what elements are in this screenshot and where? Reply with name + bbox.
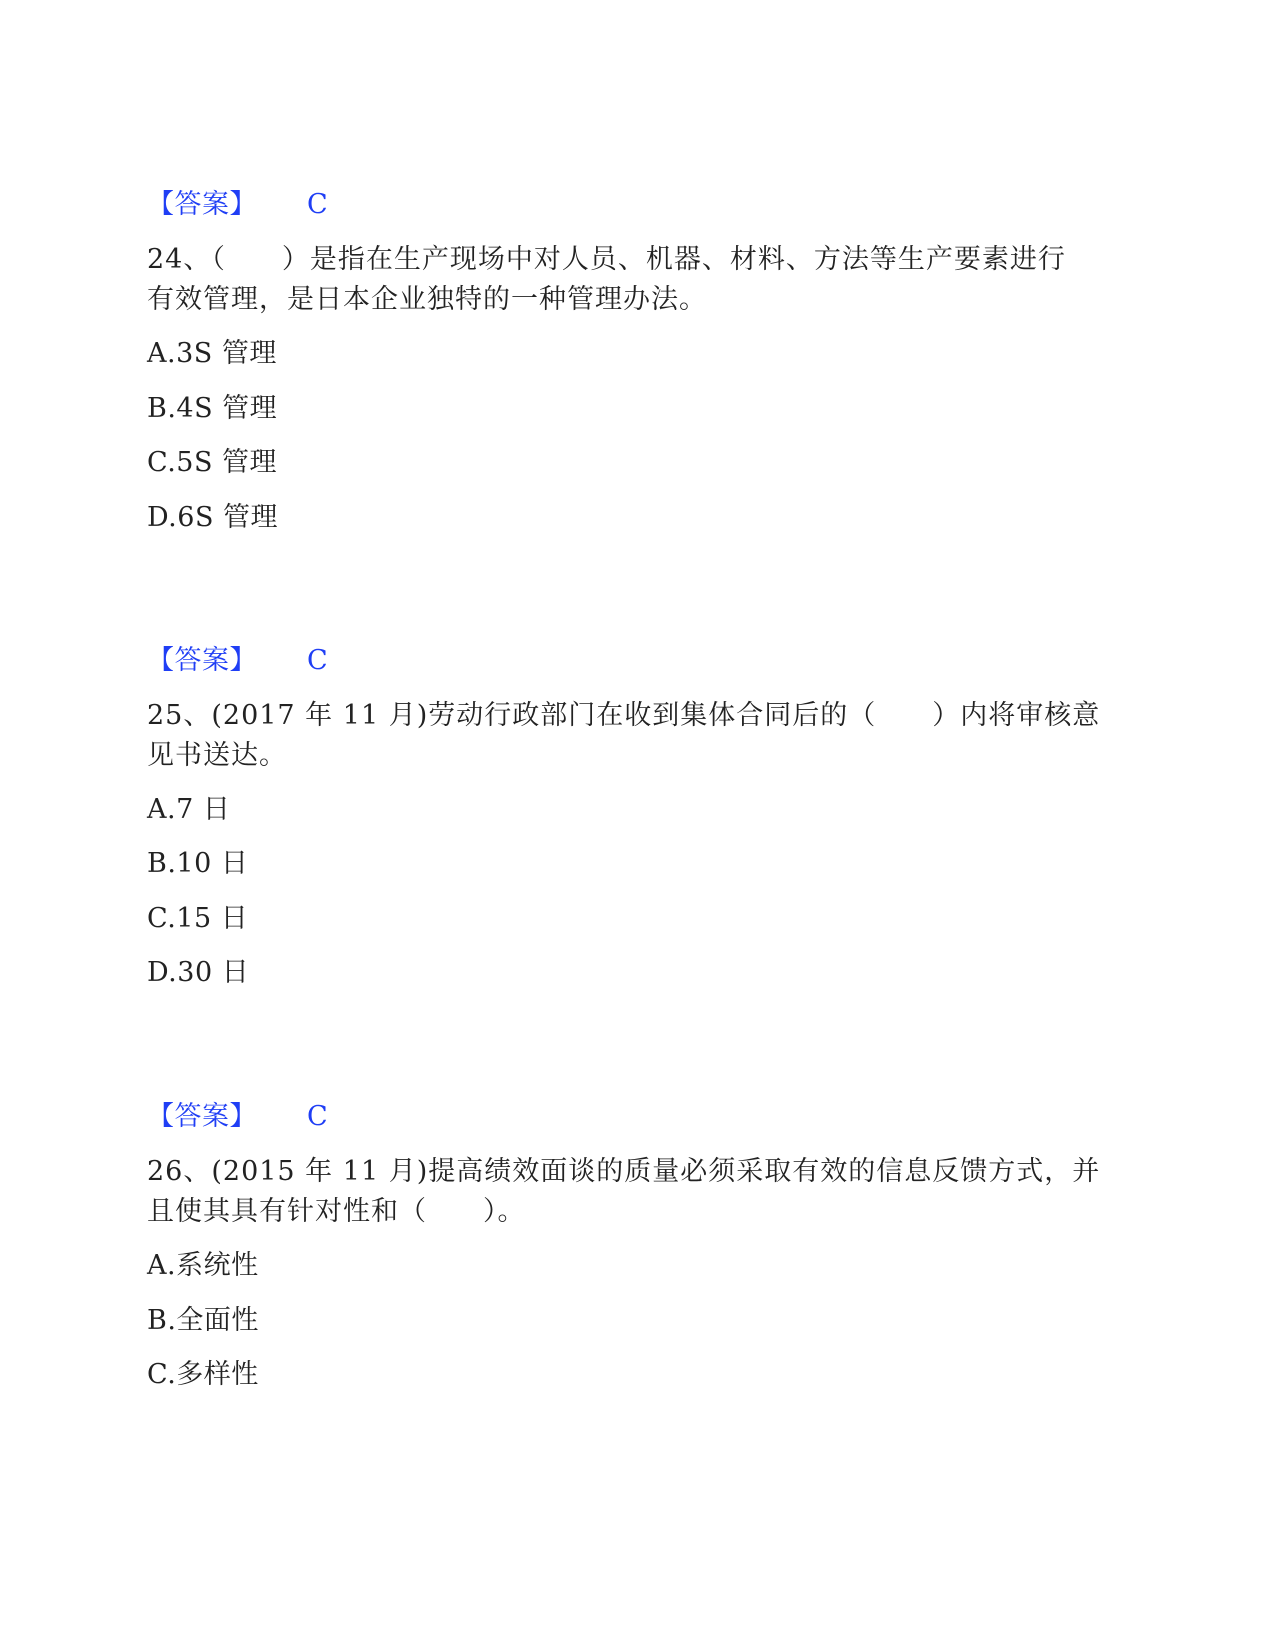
option-c: C.多样性	[147, 1359, 259, 1390]
answer-value: C	[307, 189, 329, 220]
option-a: A.7 日	[147, 794, 231, 825]
answer-value: C	[307, 645, 329, 676]
answer-value: C	[307, 1101, 329, 1132]
question-text-line-1: 25、(2017 年 11 月)劳动行政部门在收到集体合同后的（ ）内将审核意	[147, 700, 1101, 731]
answer-label: 【答案】	[147, 189, 257, 220]
answer-line	[147, 185, 329, 225]
option-c: C.15 日	[147, 903, 249, 934]
answer-label: 【答案】	[147, 645, 257, 676]
option-b: B.4S 管理	[147, 393, 278, 424]
option-b: B.10 日	[147, 848, 249, 879]
answer-line	[147, 641, 329, 681]
question-text-line-2: 有效管理，是日本企业独特的一种管理办法。	[147, 284, 707, 315]
option-d: D.30 日	[147, 957, 250, 988]
question-text-line-2: 见书送达。	[147, 740, 287, 771]
answer-line	[147, 1097, 329, 1137]
option-b: B.全面性	[147, 1305, 259, 1336]
question-text-line-1: 26、(2015 年 11 月)提高绩效面谈的质量必须采取有效的信息反馈方式，并	[147, 1156, 1101, 1187]
option-a: A.3S 管理	[147, 338, 277, 369]
option-a: A.系统性	[147, 1250, 259, 1281]
option-d: D.6S 管理	[147, 502, 279, 533]
option-c: C.5S 管理	[147, 447, 278, 478]
question-text-line-2: 且使其具有针对性和（ ）。	[147, 1196, 526, 1227]
question-text-line-1: 24、（ ）是指在生产现场中对人员、机器、材料、方法等生产要素进行	[147, 244, 1066, 275]
answer-label: 【答案】	[147, 1101, 257, 1132]
